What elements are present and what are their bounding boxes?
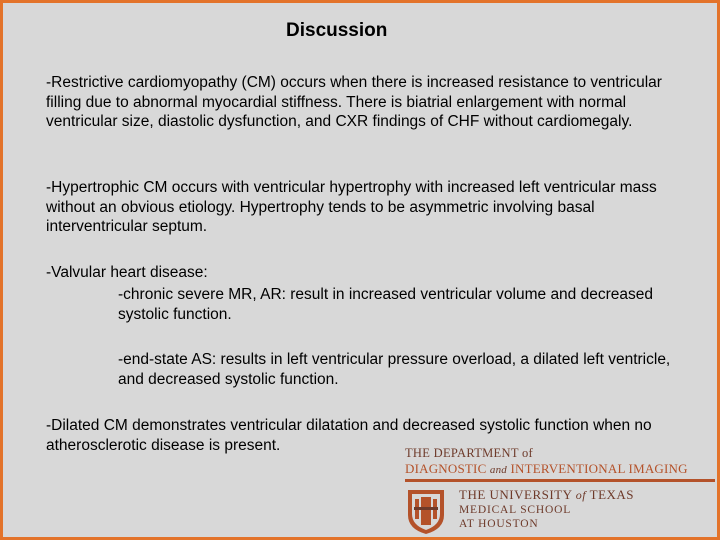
logo-divider (405, 479, 715, 482)
dilated-cm-paragraph: -Dilated CM demonstrates ventricular dilatation and decreased systolic function when no atherosclerotic disease is present. (46, 417, 652, 454)
ut-at-houston: AT HOUSTON (459, 518, 539, 530)
ut-seal-icon (406, 487, 446, 535)
ut-the-university: THE UNIVERSITY (459, 487, 573, 502)
ut-medical-school: MEDICAL SCHOOL (459, 504, 572, 516)
dept-line-1: THE DEPARTMENT of (405, 446, 533, 460)
dept-interventional: INTERVENTIONAL IMAGING (510, 461, 688, 476)
hypertrophic-cm-paragraph: -Hypertrophic CM occurs with ventricular hypertrophy with increased left ventricular mass without an obvious etiology. Hypertrophy tends to be asymmetric involving basal interventricular septum. (46, 179, 657, 235)
dept-diagnostic: DIAGNOSTIC (405, 461, 487, 476)
dept-line-2 (405, 461, 688, 477)
ut-texas: TEXAS (589, 487, 635, 502)
dept-and: and (489, 464, 508, 476)
ut-of: of (575, 488, 587, 502)
ut-line-1 (459, 487, 634, 503)
valvular-point-as: -end-state AS: results in left ventricular pressure overload, a dilated left ventricle, and decreased systolic function. (118, 351, 671, 388)
valvular-point-mr-ar: -chronic severe MR, AR: result in increased ventricular volume and decreased systolic function. (118, 286, 653, 323)
department-logo (401, 443, 719, 537)
slide-title: Discussion (286, 20, 388, 41)
restrictive-cm-paragraph: -Restrictive cardiomyopathy (CM) occurs when there is increased resistance to ventricular filling due to abnormal myocardial stiffness. There is biatrial enlargement with normal ventricular size, diastolic dysfunction, and CXR findings of CHF without cardiomegaly. (46, 74, 662, 130)
valvular-heading: -Valvular heart disease: (46, 264, 208, 281)
